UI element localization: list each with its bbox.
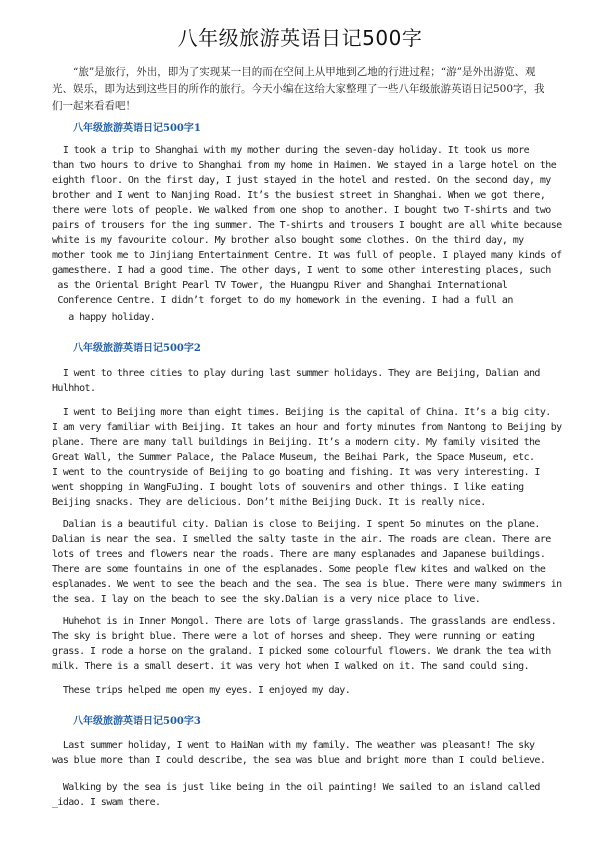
section-1-paragraph-2: a happy holiday.	[52, 312, 155, 323]
section-2-paragraph-1: I went to three cities to play during last summer holidays. They are Beijing, Dalian and Hulhhot.	[52, 368, 540, 394]
section-1-paragraph-1: I took a trip to Shanghai with my mother during the seven-day holiday. It took us more than two hours to drive to Shanghai from my home in Haimen. We stayed in a large hotel on the eighth floor. On the first day, I just stayed in the hotel and rested. On the second day, my brother and I went to Nanjing Road. It’s the busiest street in Shanghai. When we got there, there were lots of people. We walked from one shop to another. I bought two T-shirts and two pairs of trousers for the ing summer. The T-shirts and trousers I bought are all white because white is my favourite colour. My brother also bought some clothes. On the third day, my mother took me to Jinjiang Entertainment Centre. It was full of people. I played many kinds of gamesthere. I had a good time. The other days, I went to some other interesting places, such as the Oriental Bright Pearl TV Tower, the Huangpu River and Shanghai International Conference Centre. I didn’t forget to do my homework in the evening. I had a full an	[52, 145, 562, 306]
section-2-paragraph-4: Huhehot is in Inner Mongol. There are lots of large grasslands. The grasslands are endless. The sky is bright blue. There were a lot of horses and sheep. They were running or eating grass. I rode a horse on the graland. I picked some colourful flowers. We drank the tea with milk. There is a small desert. it was very hot when I walked on it. The sand could sing.	[52, 616, 557, 672]
section-2-paragraph-3: Dalian is a beautiful city. Dalian is close to Beijing. I spent 5o minutes on the plane. Dalian is near the sea. I smelled the salty taste in the air. The roads are clean. There are lots of trees and flowers near the roads. There are many esplanades and Japanese buildings. There are some fountains in one of the esplanades. Some people flew kites and walked on the esplanades. We went to see the beach and the sea. The sea is blue. There were many swimmers in the sea. I lay on the beach to see the sky.Dalian is a very nice place to live.	[52, 519, 562, 605]
section-heading-1: 八年级旅游英语日记500字1	[73, 123, 201, 134]
intro-paragraph: “旅”是旅行，外出，即为了实现某一目的而在空间上从甲地到乙地的行进过程；“游”是外出游览、观光、娱乐，即为达到这些目的所作的旅行。今天小编在这给大家整理了一些八年级旅游英语日记500字，我们一起来看看吧！	[52, 66, 545, 112]
section-heading-2: 八年级旅游英语日记500字2	[73, 343, 201, 354]
section-2-paragraph-2: I went to Beijing more than eight times. Beijing is the capital of China. It’s a big city. I am very familiar with Beijing. It takes an hour and forty minutes from Nantong to Beijing by plane. There are many tall buildings in Beijing. It’s a modern city. My family visited the Great Wall, the Summer Palace, the Palace Museum, the Beihai Park, the Space Museum, etc. I went to the countryside of Beijing to go boating and fishing. It was very interesting. I went shopping in WangFuJing. I bought lots of souvenirs and other things. I like eating Beijing snacks. They are delicious. Don’t mithe Beijing Duck. It is really nice.	[52, 407, 562, 508]
section-3-paragraph-2: Walking by the sea is just like being in the oil painting! We sailed to an island called _idao. I swam there.	[52, 782, 540, 808]
section-3-paragraph-1: Last summer holiday, I went to HaiNan with my family. The weather was pleasant! The sky was blue more than I could describe, the sea was blue and bright more than I could believe.	[52, 740, 546, 766]
section-2-paragraph-5: These trips helped me open my eyes. I enjoyed my day.	[52, 685, 351, 696]
section-heading-3: 八年级旅游英语日记500字3	[73, 716, 201, 727]
page-title: 八年级旅游英语日记500字	[177, 26, 423, 50]
